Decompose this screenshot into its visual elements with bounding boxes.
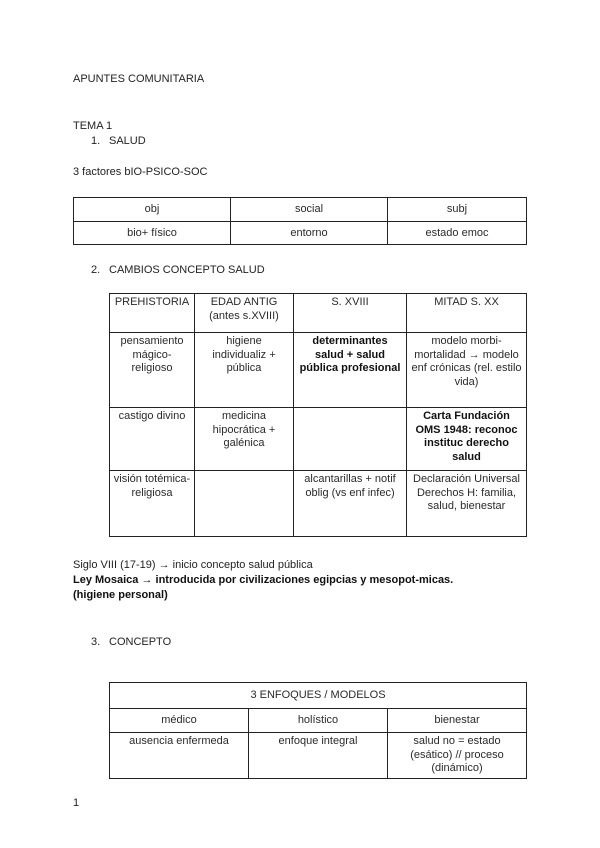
table-cell bbox=[294, 408, 407, 471]
table-row bbox=[110, 733, 527, 779]
table-header-cell: EDAD ANTIG (antes s.XVIII) bbox=[195, 294, 294, 333]
page-number: 1 bbox=[73, 797, 80, 809]
factors-table bbox=[73, 197, 527, 245]
table-cell: Carta Fundación OMS 1948: reconoc instituc derecho salud bbox=[407, 408, 527, 471]
table-cell: determinantes salud + salud pública profesional bbox=[294, 333, 407, 408]
section-1-label: SALUD bbox=[109, 135, 146, 147]
table-cell: higiene individualiz + pública bbox=[195, 333, 294, 408]
table-cell: visión totémica-religiosa bbox=[110, 471, 195, 537]
table-cell: bio+ físico bbox=[74, 221, 231, 245]
factors-line: 3 factores bIO-PSICO-SOC bbox=[73, 166, 208, 178]
table-cell: ausencia enfermeda bbox=[110, 733, 249, 779]
section-3-label: CONCEPTO bbox=[109, 636, 172, 648]
table-cell: salud no = estado (esático) // proceso (dinámico) bbox=[388, 733, 527, 779]
table-title-cell: 3 ENFOQUES / MODELOS bbox=[110, 683, 527, 709]
table-row bbox=[110, 709, 527, 733]
ley-mosaica-line: Ley Mosaica → introducida por civilizaciones egipcias y mesopot-micas. bbox=[73, 574, 454, 586]
table-header-cell: S. XVIII bbox=[294, 294, 407, 333]
table-cell: enfoque integral bbox=[249, 733, 388, 779]
table-cell: alcantarillas + notif oblig (vs enf infec) bbox=[294, 471, 407, 537]
table-header-cell: obj bbox=[74, 198, 231, 222]
table-row bbox=[110, 471, 527, 537]
table-cell: Declaración Universal Derechos H: familia, salud, bienestar bbox=[407, 471, 527, 537]
higiene-personal-line: (higiene personal) bbox=[73, 589, 168, 601]
table-header-cell: PREHISTORIA bbox=[110, 294, 195, 333]
table-header-cell: subj bbox=[388, 198, 527, 222]
siglo-line: Siglo VIII (17-19) → inicio concepto salud pública bbox=[73, 559, 313, 571]
table-cell: entorno bbox=[231, 221, 388, 245]
table-row bbox=[110, 683, 527, 709]
table-row bbox=[110, 333, 527, 408]
table-header-cell: holístico bbox=[249, 709, 388, 733]
document-title: APUNTES COMUNITARIA bbox=[73, 73, 205, 85]
table-cell: medicina hipocrática + galénica bbox=[195, 408, 294, 471]
section-1-number: 1. bbox=[91, 135, 101, 147]
table-header-cell: MITAD S. XX bbox=[407, 294, 527, 333]
table-header-cell: bienestar bbox=[388, 709, 527, 733]
table-cell: castigo divino bbox=[110, 408, 195, 471]
history-table bbox=[109, 293, 527, 537]
table-row bbox=[74, 221, 527, 245]
table-header-cell: social bbox=[231, 198, 388, 222]
table-row bbox=[110, 408, 527, 471]
section-3-number: 3. bbox=[91, 636, 101, 648]
table-cell bbox=[195, 471, 294, 537]
table-row bbox=[74, 198, 527, 222]
table-header-cell: médico bbox=[110, 709, 249, 733]
table-row bbox=[110, 294, 527, 333]
tema-heading: TEMA 1 bbox=[73, 120, 113, 132]
models-table bbox=[109, 682, 527, 779]
section-2-label: CAMBIOS CONCEPTO SALUD bbox=[109, 264, 265, 276]
table-cell: pensamiento mágico-religioso bbox=[110, 333, 195, 408]
table-cell: modelo morbi-mortalidad → modelo enf crónicas (rel. estilo vida) bbox=[407, 333, 527, 408]
section-2-number: 2. bbox=[91, 264, 101, 276]
table-cell: estado emoc bbox=[388, 221, 527, 245]
